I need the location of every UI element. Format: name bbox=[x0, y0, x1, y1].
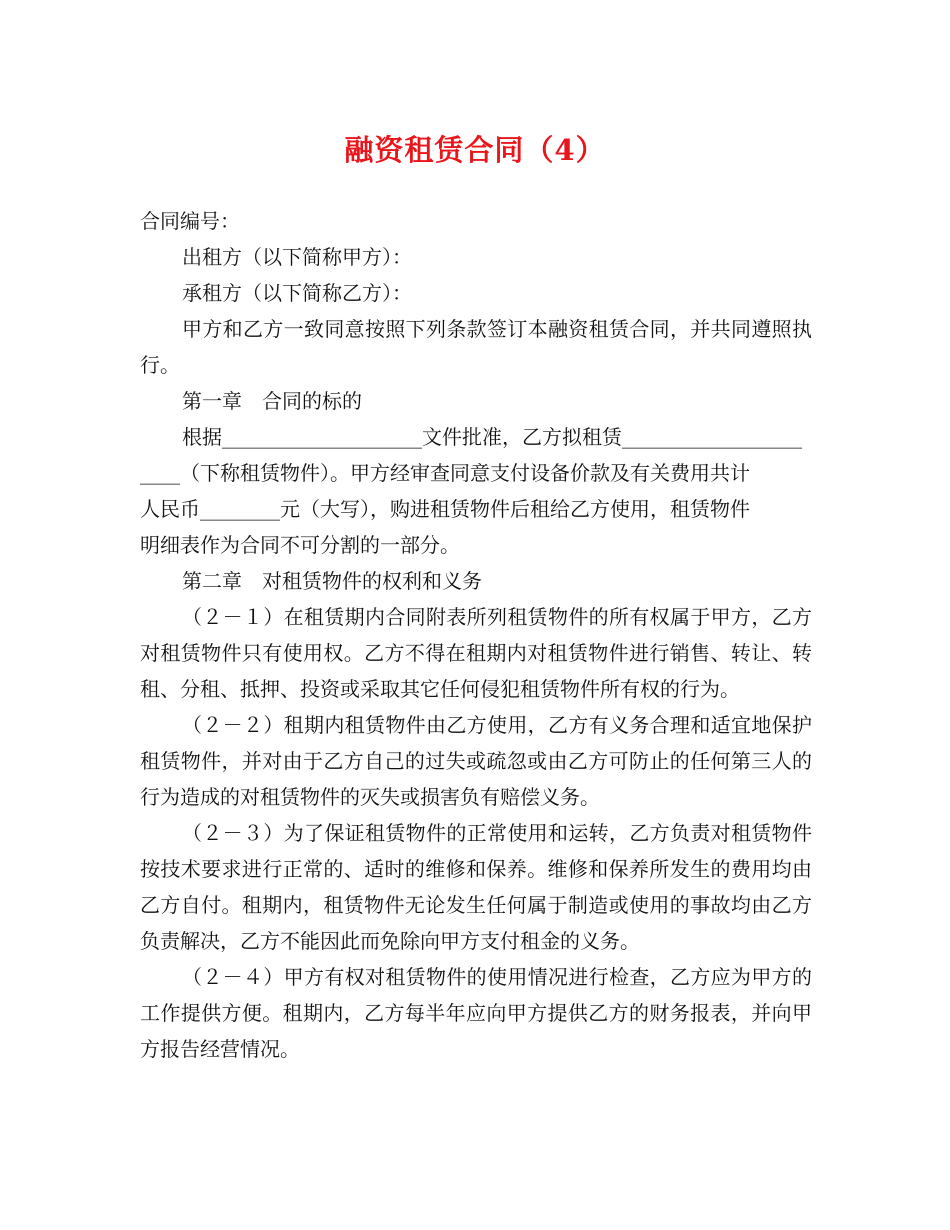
chapter-1-heading: 第一章 合同的标的 bbox=[182, 389, 362, 413]
chapter-1-line: 明细表作为合同不可分割的一部分。 bbox=[140, 533, 460, 557]
chapter-1-paragraph bbox=[140, 419, 812, 563]
intro-paragraph: 甲方和乙方一致同意按照下列条款签订本融资租赁合同，并共同遵照执行。 bbox=[140, 317, 812, 377]
chapter-2-heading: 第二章 对租赁物件的权利和义务 bbox=[182, 569, 482, 593]
lessee-field: 承租方（以下简称乙方）： bbox=[182, 281, 412, 305]
clause-2-4: （２－４）甲方有权对租赁物件的使用情况进行检查，乙方应为甲方的工作提供方便。租期内，乙方每半年应向甲方提供乙方的财务报表，并向甲方报告经营情况。 bbox=[140, 965, 812, 1061]
chapter-1-line: 人民币________元（大写），购进租赁物件后租给乙方使用，租赁物件 bbox=[140, 497, 750, 521]
clause-2-2: （２－２）租期内租赁物件由乙方使用，乙方有义务合理和适宜地保护租赁物件，并对由于乙方自己的过失或疏忽或由乙方可防止的任何第三人的行为造成的对租赁物件的灭失或损害负有赔偿义务。 bbox=[140, 713, 812, 809]
chapter-1-line: ____（下称租赁物件）。甲方经审查同意支付设备价款及有关费用共计 bbox=[140, 461, 750, 485]
clause-2-1: （２－１）在租赁期内合同附表所列租赁物件的所有权属于甲方，乙方对租赁物件只有使用权。乙方不得在租期内对租赁物件进行销售、转让、转租、分租、抵押、投资或采取其它任何侵犯租赁物件所有权的行为。 bbox=[140, 605, 812, 701]
lessor-field: 出租方（以下简称甲方）： bbox=[182, 245, 412, 269]
document-title: 融资租赁合同（4） bbox=[344, 133, 606, 167]
chapter-1-line: 根据____________________文件批准，乙方拟租赁__________________ bbox=[182, 425, 802, 449]
contract-number-field: 合同编号： bbox=[140, 209, 240, 233]
clause-2-3: （２－３）为了保证租赁物件的正常使用和运转，乙方负责对租赁物件按技术要求进行正常的、适时的维修和保养。维修和保养所发生的费用均由乙方自付。租期内，租赁物件无论发生任何属于制造或使用的事故均由乙方负责解决，乙方不能因此而免除向甲方支付租金的义务。 bbox=[140, 821, 812, 953]
document-body bbox=[140, 203, 812, 1067]
